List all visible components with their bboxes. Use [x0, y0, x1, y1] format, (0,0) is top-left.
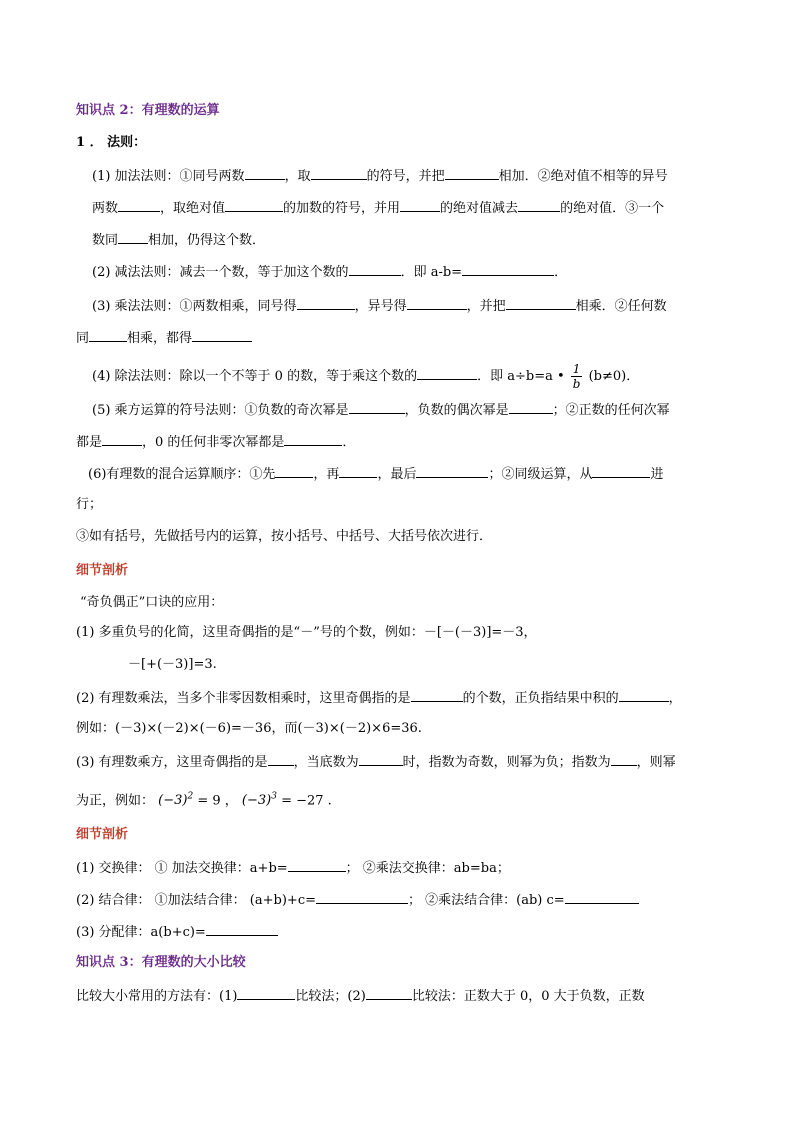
division-rule: (4) 除法法则：除以一个不等于 0 的数，等于乘这个数的 ．即 a÷b=a • $\frac{1}{b}$ (b≠0)． [92, 362, 640, 391]
multiplication-rule-line-1: (3) 乘法法则：①两数相乘，同号得 ，异号得 ，并把 相乘．②任何数 [92, 296, 667, 316]
detail-line-2: －[+(－3)]=3. [128, 657, 217, 672]
associative-law: (2) 结合律： ①加法结合律： (a+b)+c= ； ②乘法结合律：(ab) c= [76, 890, 639, 910]
detail-intro: “奇负偶正”口诀的应用： [80, 595, 224, 610]
detail-line-6: 为正，例如： $(-3)^2 = 9$ ， $(-3)^3 = -27$ . [76, 792, 332, 809]
multiplication-rule-line-2: 同 相乘，都得 [76, 328, 252, 348]
power-rule-line-1: (5) 乘方运算的符号法则：①负数的奇次幂是 ，负数的偶次幂是 ；②正数的任何次幂 [92, 400, 670, 420]
power-rule-line-2: 都是 ，0 的任何非零次幂都是 ． [76, 432, 355, 452]
detail-line-5: (3) 有理数乘方，这里奇偶指的是 ，当底数为 时，指数为奇数，则幂为负；指数为 ，则幂 [76, 752, 676, 772]
detail-line-3: (2) 有理数乘法，当多个非零因数相乘时，这里奇偶指的是 的个数，正负指结果中积的 ， [76, 688, 682, 708]
addition-rule-line-1: (1) 加法法则：①同号两数 ，取 的符号，并把 相加．②绝对值不相等的异号 [92, 166, 668, 186]
detail-analysis-heading-2: 细节剖析 [76, 827, 129, 842]
compare-methods: 比较大小常用的方法有：(1) 比较法；(2) 比较法：正数大于 0，0 大于负数，正数 [76, 986, 645, 1006]
kp2-label: 知识点 2： [76, 103, 142, 118]
operation-order-line-1: (6)有理数的混合运算顺序：①先 ，再 ，最后 ；②同级运算，从 进 [88, 464, 663, 484]
kp3-label: 知识点 3： [76, 955, 142, 970]
kp2-title: 有理数的运算 [141, 103, 220, 118]
detail-analysis-heading-1: 细节剖析 [76, 563, 129, 578]
detail-line-4: 例如：(－3)×(－2)×(－6)=－36，而(－3)×(－2)×6=36. [76, 721, 422, 736]
addition-rule-line-3: 数同 相加，仍得这个数． [92, 230, 265, 250]
detail-line-1: (1) 多重负号的化简，这里奇偶指的是“－”号的个数，例如：－[－(－3)]=－3， [76, 625, 537, 640]
rules-heading: 1 ． 法则： [76, 135, 147, 150]
section-heading-kp3 [76, 954, 246, 972]
section-heading-kp2 [76, 102, 220, 120]
operation-order-line-3: ③如有括号，先做括号内的运算，按小括号、中括号、大括号依次进行． [76, 529, 493, 544]
addition-rule-line-2: 两数 ，取绝对值 的加数的符号，并用 的绝对值减去 的绝对值．③一个 [92, 198, 664, 218]
distributive-law: (3) 分配律：a(b+c)= [76, 922, 278, 942]
fraction-one-over-b: $\frac{1}{b}$ [572, 362, 581, 391]
subtraction-rule: (2) 减法法则：减去一个数，等于加这个数的 ．即 a-b= ． [92, 262, 567, 282]
operation-order-line-2: 行； [76, 497, 103, 512]
kp3-title: 有理数的大小比较 [141, 955, 246, 970]
commutative-law: (1) 交换律： ① 加法交换律：a+b= ； ②乘法交换律：ab=ba； [76, 858, 510, 878]
